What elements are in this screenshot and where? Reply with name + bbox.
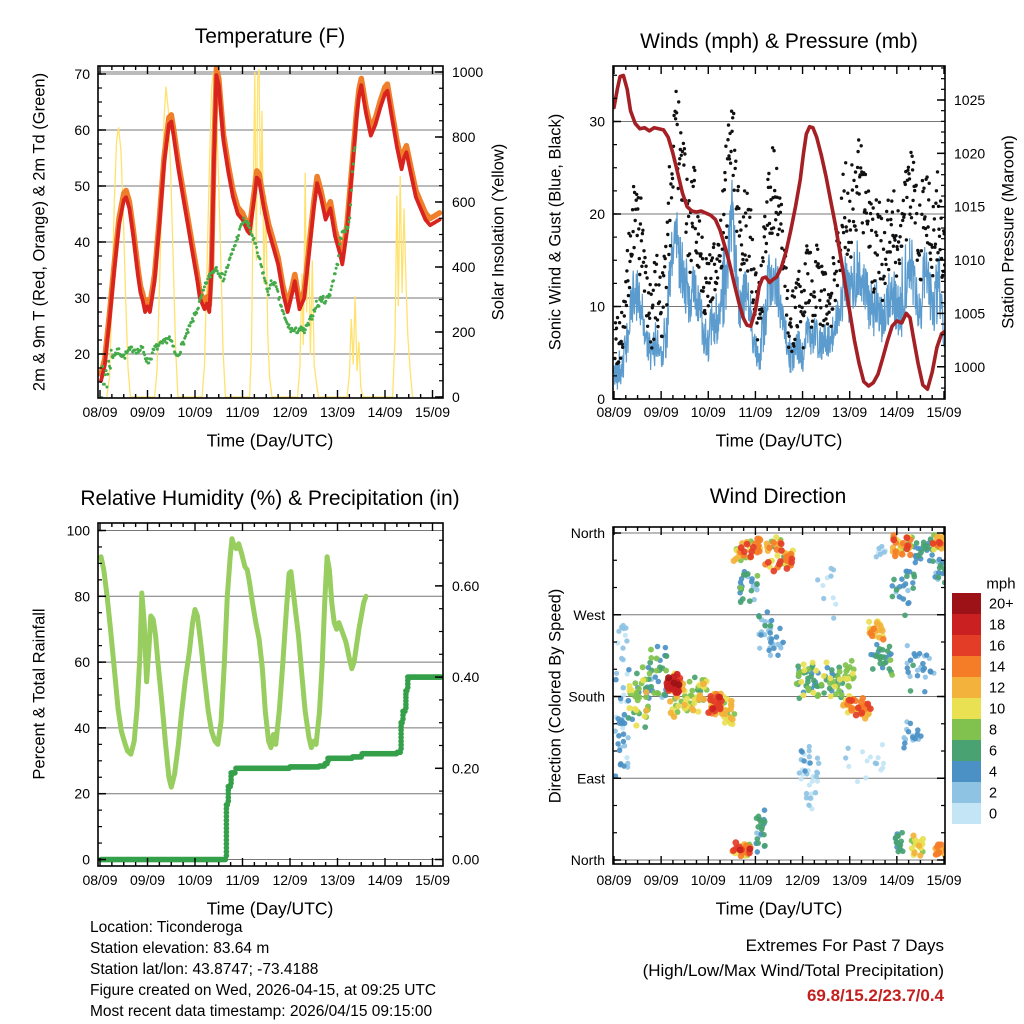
svg-text:1020: 1020 — [954, 145, 986, 162]
svg-text:09/09: 09/09 — [129, 872, 166, 888]
colorbar-label: 2 — [989, 785, 998, 802]
svg-text:14/09: 14/09 — [367, 872, 403, 888]
svg-text:09/09: 09/09 — [643, 872, 679, 888]
svg-text:15/09: 15/09 — [926, 872, 962, 888]
panel-title-winds: Winds (mph) & Pressure (mb) — [640, 30, 918, 53]
y-ticks-right — [435, 540, 479, 867]
svg-text:1015: 1015 — [954, 198, 986, 215]
temp-9m-line — [101, 68, 440, 374]
temperature-series — [100, 68, 440, 414]
x-tick-labels — [82, 404, 450, 420]
svg-text:12/09: 12/09 — [785, 404, 821, 420]
svg-text:East: East — [576, 770, 605, 787]
footer-created: Figure created on Wed, 2026-04-15, at 09:25 UTC — [90, 982, 437, 999]
footer-location: Location: Ticonderoga — [90, 919, 243, 936]
svg-text:0: 0 — [82, 851, 90, 868]
colorbar-label: 0 — [989, 806, 998, 823]
svg-text:80: 80 — [74, 588, 90, 605]
svg-text:North: North — [570, 852, 605, 868]
svg-text:11/09: 11/09 — [225, 872, 260, 888]
colorbar-swatch — [952, 677, 981, 698]
svg-text:70: 70 — [74, 66, 90, 82]
rainfall-dots — [98, 674, 444, 862]
wind-direction-scatter — [613, 532, 954, 860]
x-axis-label-br: Time (Day/UTC) — [715, 898, 843, 919]
svg-text:North: North — [570, 525, 605, 542]
footer-timestamp: Most recent data timestamp: 2026/04/15 09:15:00 — [90, 1003, 433, 1020]
svg-text:14/09: 14/09 — [879, 404, 915, 420]
svg-text:08/09: 08/09 — [82, 872, 118, 888]
y-axis-label-direction-left: Direction (Colored By Speed) — [546, 588, 565, 804]
colorbar-swatch — [952, 782, 981, 803]
y-ticks-left — [589, 75, 621, 407]
footer-latlon: Station lat/lon: 43.8747; -73.4188 — [90, 961, 319, 978]
svg-text:13/09: 13/09 — [832, 404, 868, 420]
svg-text:13/09: 13/09 — [319, 872, 356, 888]
svg-text:1005: 1005 — [954, 305, 986, 322]
colorbar-label: 16 — [989, 638, 1006, 655]
svg-text:13/09: 13/09 — [319, 404, 356, 420]
svg-text:09/09: 09/09 — [129, 404, 166, 420]
svg-text:30: 30 — [74, 290, 90, 306]
svg-text:10: 10 — [589, 298, 605, 315]
colorbar-label: 18 — [989, 617, 1006, 634]
svg-text:09/09: 09/09 — [643, 404, 679, 420]
svg-text:11/09: 11/09 — [738, 872, 773, 888]
svg-text:South: South — [568, 688, 605, 705]
colorbar-label: 12 — [989, 680, 1006, 697]
svg-text:15/09: 15/09 — [414, 872, 451, 888]
x-axis-label-bl: Time (Day/UTC) — [206, 898, 334, 919]
extremes-subtitle: (High/Low/Max Wind/Total Precipitation) — [642, 961, 944, 980]
colorbar-label: 4 — [989, 764, 998, 781]
svg-text:800: 800 — [452, 129, 476, 145]
y-axis-label-solar-right: Solar Insolation (Yellow) — [489, 143, 508, 321]
svg-text:12/09: 12/09 — [272, 404, 308, 420]
svg-text:West: West — [573, 606, 605, 623]
rh-precip-series — [98, 539, 444, 863]
winds-frame — [613, 66, 945, 399]
colorbar-label: 6 — [989, 743, 998, 760]
svg-text:0.40: 0.40 — [452, 669, 480, 686]
y-axis-label-percent-left: Percent & Total Rainfall — [30, 608, 49, 780]
x-axis-label-tl: Time (Day/UTC) — [206, 430, 334, 451]
svg-text:08/09: 08/09 — [596, 872, 632, 888]
colorbar-label: 20+ — [989, 596, 1014, 613]
extremes-values: 69.8/15.2/23.7/0.4 — [806, 986, 944, 1005]
svg-text:600: 600 — [452, 194, 476, 210]
colorbar-label: 10 — [989, 701, 1006, 718]
speed-colorbar — [952, 593, 1014, 824]
panel-title-temperature: Temperature (F) — [194, 25, 346, 48]
svg-text:20: 20 — [74, 346, 90, 362]
svg-text:11/09: 11/09 — [738, 404, 773, 420]
svg-text:10/09: 10/09 — [177, 404, 213, 420]
humidity-frame — [98, 523, 443, 866]
rh-gridlines — [98, 531, 443, 860]
colorbar-swatch — [952, 593, 981, 614]
svg-text:13/09: 13/09 — [832, 872, 868, 888]
svg-text:100: 100 — [66, 522, 90, 539]
x-tick-labels — [596, 404, 961, 420]
svg-text:20: 20 — [74, 785, 90, 802]
svg-text:30: 30 — [589, 113, 605, 130]
x-tick-labels — [82, 872, 450, 888]
svg-text:11/09: 11/09 — [225, 404, 260, 420]
relative-humidity-line — [101, 539, 366, 787]
colorbar-swatch — [952, 698, 981, 719]
svg-text:12/09: 12/09 — [785, 872, 821, 888]
svg-text:10/09: 10/09 — [690, 872, 726, 888]
colorbar-swatch — [952, 614, 981, 635]
svg-text:0.60: 0.60 — [452, 577, 480, 594]
extremes-title: Extremes For Past 7 Days — [745, 936, 944, 955]
colorbar-label: 14 — [989, 659, 1006, 676]
svg-text:1000: 1000 — [452, 64, 484, 80]
colorbar-swatch — [952, 635, 981, 656]
svg-text:40: 40 — [74, 234, 90, 250]
svg-text:0: 0 — [452, 389, 460, 405]
y-ticks-left — [67, 523, 106, 868]
y-axis-label-pressure-right: Station Pressure (Maroon) — [999, 135, 1018, 329]
panel-title-humidity: Relative Humidity (%) & Precipitation (in) — [80, 487, 460, 510]
svg-text:10/09: 10/09 — [690, 404, 726, 420]
svg-text:1000: 1000 — [954, 358, 986, 375]
colorbar-swatch — [952, 761, 981, 782]
colorbar-title: mph — [986, 575, 1016, 593]
svg-text:1025: 1025 — [954, 92, 986, 108]
wind-pressure-series — [613, 76, 955, 390]
y-ticks-left — [74, 66, 106, 382]
svg-text:50: 50 — [74, 178, 90, 194]
sonic-wind-trace — [614, 180, 953, 390]
svg-text:1010: 1010 — [954, 252, 986, 269]
svg-text:0: 0 — [597, 391, 605, 407]
svg-text:14/09: 14/09 — [879, 872, 915, 888]
svg-text:0.20: 0.20 — [452, 760, 480, 777]
colorbar-swatch — [952, 719, 981, 740]
colorbar-swatch — [952, 803, 981, 824]
svg-text:60: 60 — [74, 122, 90, 138]
svg-text:60: 60 — [74, 654, 90, 671]
x-axis-label-tr: Time (Day/UTC) — [715, 430, 843, 451]
svg-text:15/09: 15/09 — [414, 404, 451, 420]
svg-text:10/09: 10/09 — [177, 872, 213, 888]
svg-text:400: 400 — [452, 259, 476, 275]
svg-text:08/09: 08/09 — [82, 404, 118, 420]
colorbar-swatch — [952, 740, 981, 761]
y-axis-label-temp-left: 2m & 9m T (Red, Orange) & 2m Td (Green) — [30, 72, 49, 392]
svg-text:14/09: 14/09 — [367, 404, 403, 420]
svg-text:0.00: 0.00 — [452, 851, 480, 868]
footer-elevation: Station elevation: 83.64 m — [90, 940, 270, 957]
svg-text:200: 200 — [452, 324, 476, 340]
svg-text:12/09: 12/09 — [272, 872, 308, 888]
svg-text:15/09: 15/09 — [926, 404, 962, 420]
svg-text:20: 20 — [589, 206, 605, 222]
panel-title-wind-direction: Wind Direction — [709, 485, 847, 508]
colorbar-label: 8 — [989, 722, 998, 739]
y-axis-label-wind-left: Sonic Wind & Gust (Blue, Black) — [546, 113, 565, 351]
svg-text:08/09: 08/09 — [596, 404, 632, 420]
colorbar-swatch — [952, 656, 981, 677]
x-tick-labels — [596, 872, 961, 888]
svg-text:40: 40 — [74, 719, 90, 736]
